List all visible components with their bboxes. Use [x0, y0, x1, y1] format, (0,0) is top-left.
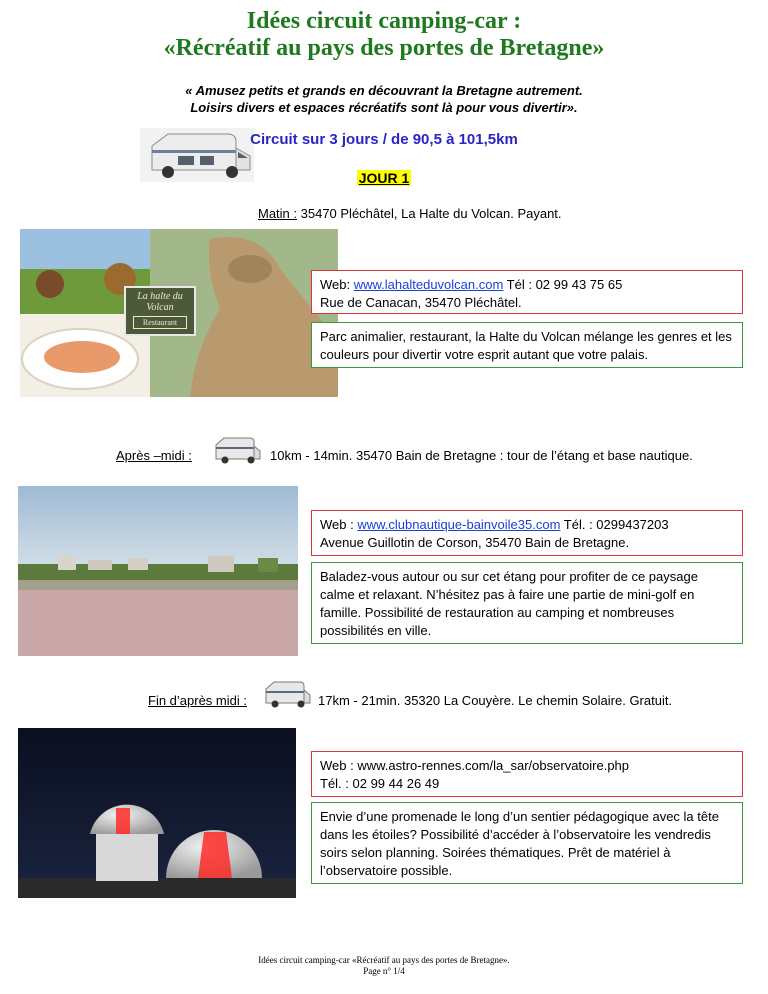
- late-afternoon-contact-box: [311, 751, 743, 797]
- day-label: JOUR 1: [358, 170, 410, 186]
- halte-logo: [127, 291, 193, 329]
- page-footer: [0, 955, 768, 977]
- morning-web-line: [320, 276, 734, 294]
- morning-address: Rue de Canacan, 35470 Pléchâtel.: [320, 295, 522, 310]
- morning-label: Matin :: [258, 206, 298, 221]
- afternoon-address: Avenue Guillotin de Corson, 35470 Bain de Bretagne.: [320, 535, 630, 550]
- late-afternoon-text: 17km - 21min. 35320 La Couyère. Le chemin Solaire. Gratuit.: [318, 693, 673, 708]
- intro-line-2: Loisirs divers et espaces récréatifs sont là pour vous divertir».: [190, 100, 578, 115]
- intro: [0, 82, 768, 116]
- late-afternoon-description: Envie d’une promenade le long d’un sentier pédagogique avec la tête dans les étoiles? Possibilité d’accéder à l’observatoire les vendredis soirs selon planning. Soirées thématiques. Prêt de matériel à l’observatoire possible.: [320, 809, 719, 878]
- afternoon-text: 10km - 14min. 35470 Bain de Bretagne : tour de l’étang et base nautique.: [270, 448, 693, 463]
- afternoon-tel: Tél. : 0299437203: [560, 517, 669, 532]
- afternoon-web-label: Web :: [320, 517, 358, 532]
- morning-web-label: Web:: [320, 277, 354, 292]
- late-afternoon-tel: Tél. : 02 99 44 26 49: [320, 776, 440, 791]
- morning-contact-box: [311, 270, 743, 314]
- day-heading: [0, 170, 768, 188]
- morning-tel: Tél : 02 99 43 75 65: [503, 277, 623, 292]
- late-afternoon-web: Web : www.astro-rennes.com/la_sar/observatoire.php: [320, 758, 630, 773]
- halte-logo-text: La halte du Volcan: [137, 291, 183, 313]
- camping-car-icon: [212, 433, 262, 467]
- morning-description: Parc animalier, restaurant, la Halte du Volcan mélange les genres et les couleurs pour divertir votre esprit autant que votre palais.: [320, 329, 732, 362]
- page-title: [0, 8, 768, 62]
- camping-car-icon: [262, 677, 312, 711]
- observatory-photo: [18, 728, 296, 898]
- halte-logo-sub: Restaurant: [133, 316, 187, 329]
- halte-du-volcan-photo: [20, 229, 338, 397]
- afternoon-label: Après –midi :: [116, 448, 192, 463]
- morning-web-link[interactable]: www.lahalteduvolcan.com: [353, 277, 504, 292]
- afternoon-web-line: [320, 516, 734, 534]
- afternoon-description-box: [311, 562, 743, 644]
- morning-description-box: [311, 322, 743, 368]
- circuit-summary: Circuit sur 3 jours / de 90,5 à 101,5km: [250, 131, 518, 148]
- late-afternoon-label: Fin d’après midi :: [148, 693, 247, 708]
- footer-line-1: Idées circuit camping-car «Récréatif au pays des portes de Bretagne».: [258, 955, 510, 965]
- afternoon-web-link[interactable]: www.clubnautique-bainvoile35.com: [357, 517, 561, 532]
- afternoon-description: Baladez-vous autour ou sur cet étang pour profiter de ce paysage calme et relaxant. N’hésitez pas à faire une partie de mini-golf en famille. Possibilité de restauration au camping et nombreuses possibilités en ville.: [320, 569, 698, 638]
- morning-line: [258, 206, 562, 221]
- intro-line-1: « Amusez petits et grands en découvrant la Bretagne autrement.: [185, 83, 583, 98]
- late-afternoon-description-box: [311, 802, 743, 884]
- bain-de-bretagne-lake-photo: [18, 486, 298, 656]
- title-line-2: «Récréatif au pays des portes de Bretagne»: [163, 35, 605, 61]
- footer-page-number: Page n° 1/4: [363, 966, 405, 976]
- title-line-1: Idées circuit camping-car :: [246, 8, 522, 34]
- morning-text: 35470 Pléchâtel, La Halte du Volcan. Payant.: [297, 206, 562, 221]
- afternoon-contact-box: [311, 510, 743, 556]
